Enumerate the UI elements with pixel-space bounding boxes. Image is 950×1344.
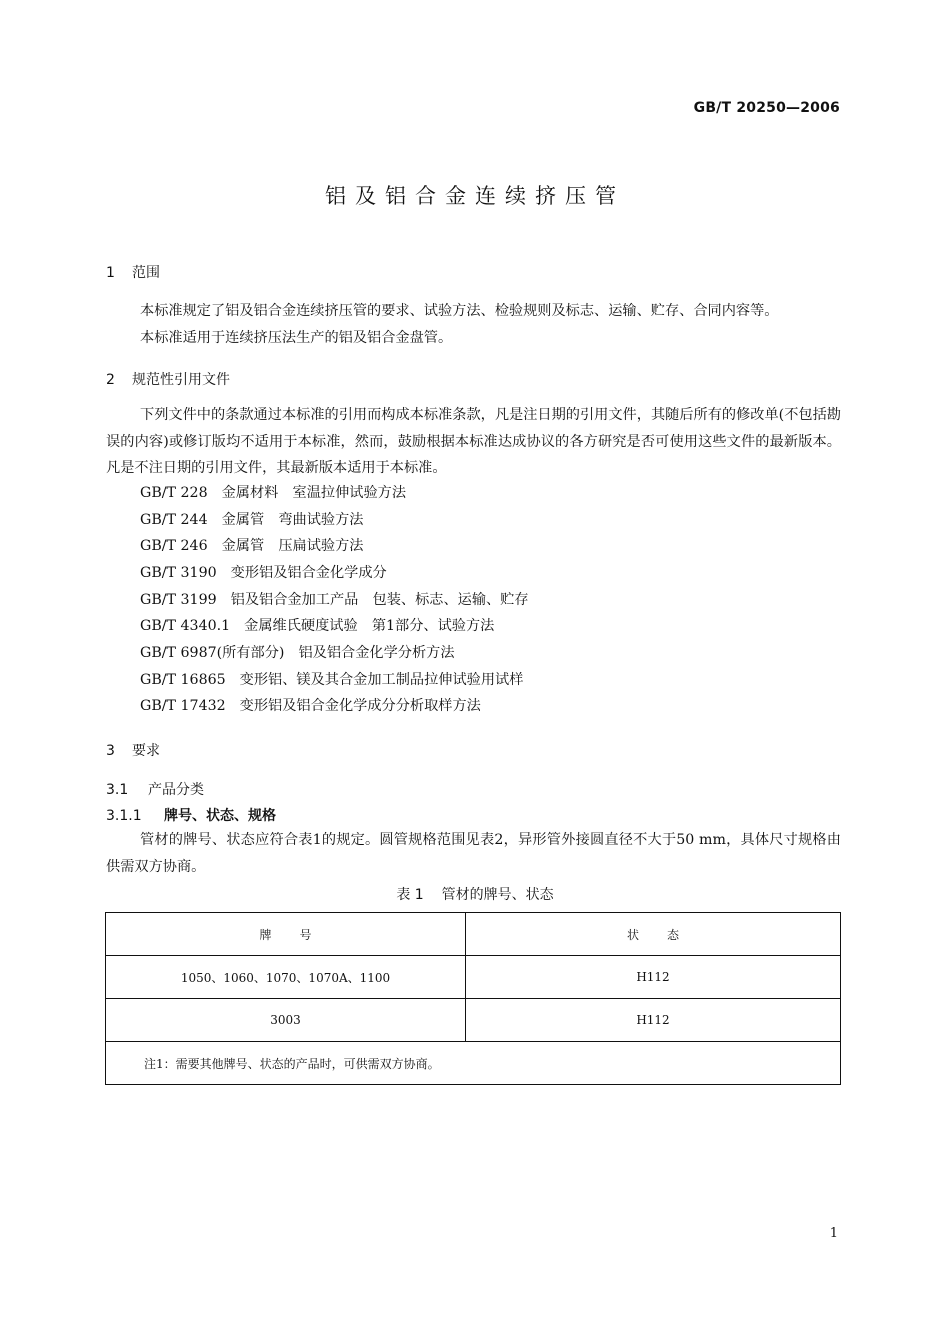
reference-item <box>140 642 455 662</box>
reference-item <box>140 509 363 529</box>
section-number: 3 <box>106 743 115 759</box>
reference-code: GB/T 17432 <box>140 698 226 714</box>
table-note: 注1：需要其他牌号、状态的产品时，可供需双方协商。 <box>106 1042 841 1085</box>
table-caption <box>0 884 950 904</box>
section-3-heading <box>106 740 160 760</box>
table-caption-number: 表 1 <box>396 887 424 903</box>
reference-code: GB/T 3199 <box>140 592 217 608</box>
table-caption-text: 管材的牌号、状态 <box>441 887 554 903</box>
section-3-1-1-heading <box>106 805 276 825</box>
section-title: 牌号、状态、规格 <box>164 808 276 824</box>
reference-item <box>140 615 494 635</box>
reference-code: GB/T 6987(所有部分) <box>140 645 285 661</box>
section-3-1-heading <box>106 779 204 799</box>
section-1-heading <box>106 262 160 282</box>
table-row <box>106 999 841 1042</box>
table-row <box>106 956 841 999</box>
section-number: 3.1 <box>106 782 129 798</box>
section-number: 1 <box>106 265 115 281</box>
reference-name: 变形铝及铝合金化学成分分析取样方法 <box>239 698 481 714</box>
normative-references-intro: 下列文件中的条款通过本标准的引用而构成本标准条款，凡是注日期的引用文件，其随后所有的修改单(不包括勘误的内容)或修订版均不适用于本标准，然而，鼓励根据本标准达成协议的各方研究是否可使用这些文件的最新版本。凡是不注日期的引用文件，其最新版本适用于本标准。 <box>106 407 841 476</box>
reference-item <box>140 589 529 609</box>
reference-name: 变形铝、镁及其合金加工制品拉伸试验用试样 <box>239 672 524 688</box>
section-title: 范围 <box>132 265 160 281</box>
reference-item <box>140 535 363 555</box>
table-cell-grade: 3003 <box>106 999 466 1042</box>
reference-name: 金属管 弯曲试验方法 <box>221 512 364 528</box>
reference-name: 铝及铝合金加工产品 包装、标志、运输、贮存 <box>230 592 529 608</box>
reference-item <box>140 562 387 582</box>
table-header-state: 状态 <box>466 913 841 956</box>
document-title: 铝及铝合金连续挤压管 <box>325 184 625 208</box>
reference-item <box>140 669 523 689</box>
reference-name: 金属材料 室温拉伸试验方法 <box>221 485 407 501</box>
scope-paragraph-2: 本标准适用于连续挤压法生产的铝及铝合金盘管。 <box>140 330 453 346</box>
reference-code: GB/T 3190 <box>140 565 217 581</box>
section-title: 要求 <box>132 743 160 759</box>
table-cell-state: H112 <box>466 956 841 999</box>
reference-name: 金属维氏硬度试验 第1部分、试验方法 <box>244 618 495 634</box>
reference-item <box>140 695 481 715</box>
reference-item <box>140 482 406 502</box>
table-header-grade: 牌号 <box>106 913 466 956</box>
grade-state-table <box>105 912 841 1085</box>
reference-code: GB/T 228 <box>140 485 208 501</box>
page-number: 1 <box>829 1226 838 1241</box>
section-number: 2 <box>106 372 115 388</box>
grade-state-spec-paragraph: 管材的牌号、状态应符合表1的规定。圆管规格范围见表2，异形管外接圆直径不大于50 mm，具体尺寸规格由供需双方协商。 <box>106 832 841 875</box>
reference-name: 铝及铝合金化学分析方法 <box>298 645 455 661</box>
reference-name: 金属管 压扁试验方法 <box>221 538 364 554</box>
table-cell-state: H112 <box>466 999 841 1042</box>
reference-code: GB/T 4340.1 <box>140 618 231 634</box>
reference-code: GB/T 16865 <box>140 672 226 688</box>
scope-paragraph-1: 本标准规定了铝及铝合金连续挤压管的要求、试验方法、检验规则及标志、运输、贮存、合同内容等。 <box>140 303 779 319</box>
reference-code: GB/T 246 <box>140 538 208 554</box>
standard-number: GB/T 20250—2006 <box>693 100 840 116</box>
section-title: 规范性引用文件 <box>132 372 230 388</box>
section-title: 产品分类 <box>148 782 204 798</box>
table-cell-grade: 1050、1060、1070、1070A、1100 <box>106 956 466 999</box>
section-2-heading <box>106 369 230 389</box>
reference-name: 变形铝及铝合金化学成分 <box>230 565 387 581</box>
table-header-row <box>106 913 841 956</box>
table-note-row <box>106 1042 841 1085</box>
section-number: 3.1.1 <box>106 808 142 824</box>
reference-code: GB/T 244 <box>140 512 208 528</box>
